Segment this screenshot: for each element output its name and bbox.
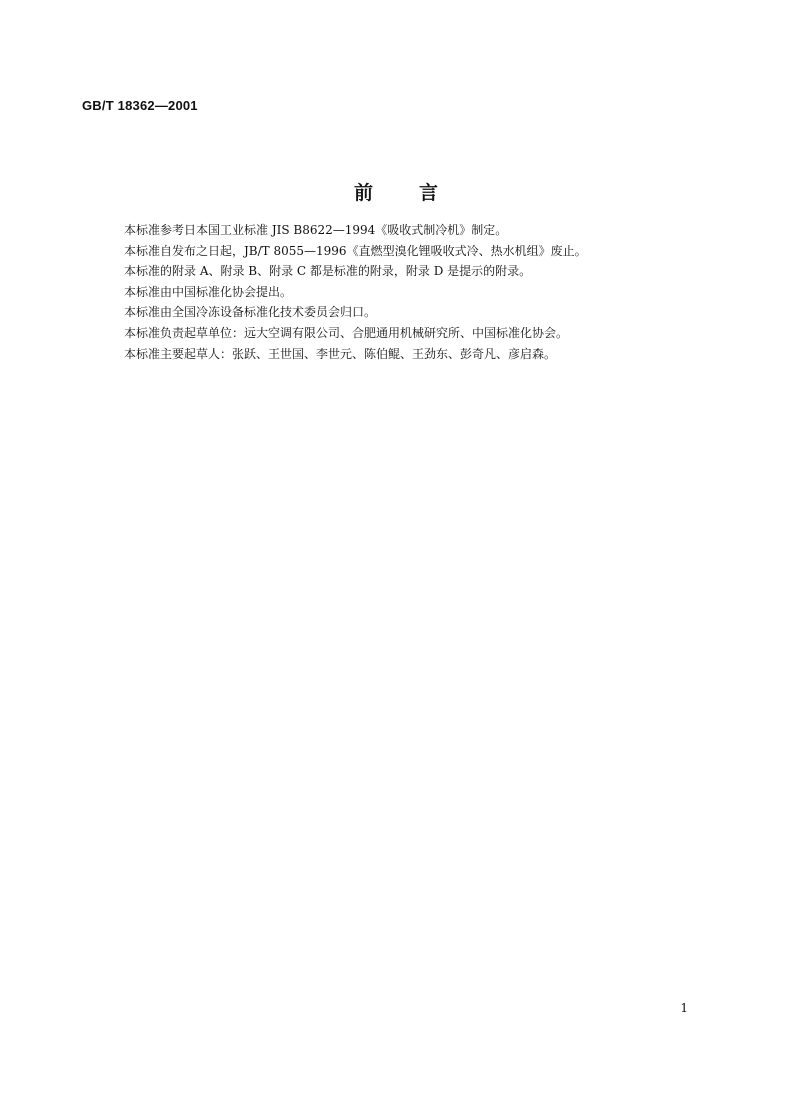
paragraph-administered-by: 本标准由全国冷冻设备标准化技术委员会归口。 (124, 305, 377, 320)
paragraph-supersedes: 本标准自发布之日起，JB/T 8055—1996《直燃型溴化锂吸收式冷、热水机组》废止。 (124, 243, 587, 258)
page-title: 前言 (353, 182, 484, 204)
paragraph-appendices: 本标准的附录 A、附录 B、附录 C 都是标准的附录，附录 D 是提示的附录。 (124, 264, 532, 279)
paragraph-drafting-units: 本标准负责起草单位：远大空调有限公司、合肥通用机械研究所、中国标准化协会。 (124, 325, 569, 340)
page-number: 1 (680, 1001, 688, 1015)
paragraph-proposed-by: 本标准由中国标准化协会提出。 (124, 284, 293, 299)
foreword-body (124, 220, 684, 364)
paragraph-reference-standard: 本标准参考日本国工业标准 JIS B8622—1994《吸收式制冷机》制定。 (124, 223, 508, 237)
paragraph-drafters: 本标准主要起草人：张跃、王世国、李世元、陈伯鲲、王劲东、彭奇凡、彦启森。 (124, 346, 557, 361)
standard-code: GB/T 18362—2001 (82, 98, 198, 113)
